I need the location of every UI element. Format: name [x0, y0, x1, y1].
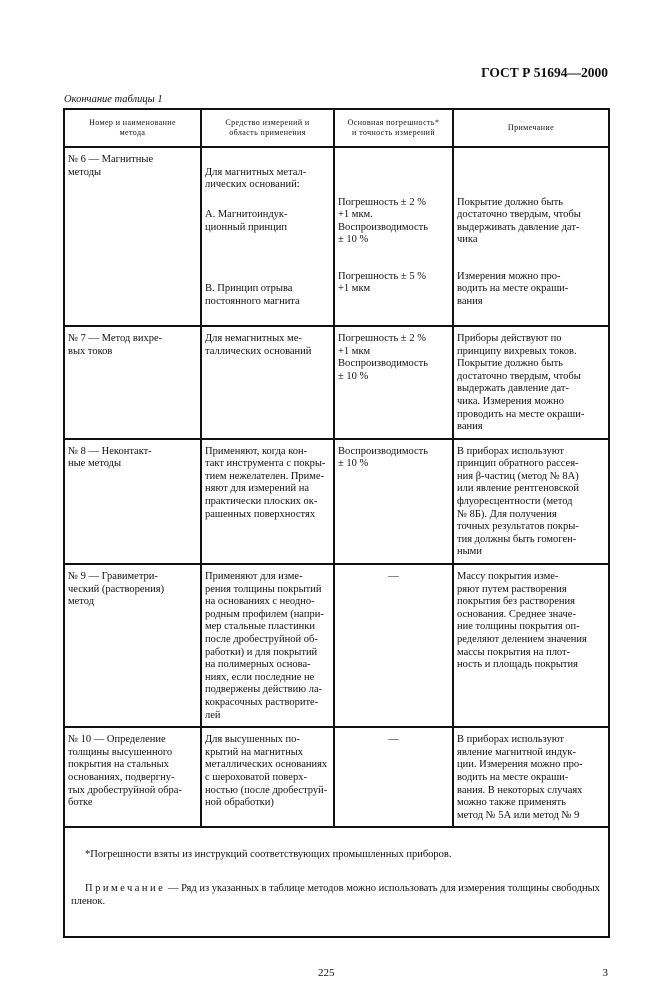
accuracy-cell	[334, 147, 453, 326]
accuracy-cell: —	[334, 564, 453, 727]
table-row	[64, 439, 609, 564]
method-cell: № 6 — Магнитные методы	[64, 147, 201, 326]
col-header-means: Средство измерений и область применения	[201, 109, 334, 147]
side-page-number: 3	[602, 966, 608, 979]
accuracy-cell: Воспроизводимость ± 10 %	[334, 439, 453, 564]
means-intro: Для магнитных метал- лических оснований:	[205, 166, 307, 191]
means-cell: Применяют для изме- рения толщины покрытий на основаниях с неодно- родным профилем (напри- мер стальные пластинки после дробеструйной об- работки) и для покрытий на полимерных основа- ниях, если последние не подвержены действию ла- кокрасочных растворите- лей	[201, 564, 334, 727]
table-row	[64, 727, 609, 827]
table-note	[71, 883, 602, 908]
table-caption: Окончание таблицы 1	[64, 94, 163, 105]
standard-number: ГОСТ Р 51694—2000	[481, 65, 608, 80]
method-cell: № 8 — Неконтакт- ные методы	[64, 439, 201, 564]
note-cell: В приборах используют принцип обратного рассея- ния β-частиц (метод № 8А) или явление рентгеновской флуоресцентности (метод № 8Б). Для получения точных результатов покры- тия должны быть гомоген- ными	[453, 439, 609, 564]
means-cell	[201, 147, 334, 326]
method-cell: № 9 — Гравиметри- ческий (растворения) метод	[64, 564, 201, 727]
note-cell: Приборы действуют по принципу вихревых токов. Покрытие должно быть достаточно твердым, чтобы выдержать давление дат- чика. Измерения можно проводить на месте окраши- вания	[453, 326, 609, 439]
note-b: Измерения можно про- водить на месте окраши- вания	[457, 270, 569, 307]
note-text: — Ряд из указанных в таблице методов можно использовать для измерения толщины свободных пленок.	[71, 883, 600, 907]
col-header-accuracy: Основная погрешность* и точность измерений	[334, 109, 453, 147]
methods-table	[63, 108, 610, 938]
means-a: А. Магнитоиндук- ционный принцип	[205, 209, 288, 233]
col-header-note: Примечание	[453, 109, 609, 147]
accuracy-b: Погрешность ± 5 % +1 мкм	[338, 270, 426, 295]
table-footnote-row	[64, 827, 609, 937]
page-number: 225	[318, 966, 335, 979]
means-cell: Для немагнитных ме- таллических оснований	[201, 326, 334, 439]
note-cell: Массу покрытия изме- ряют путем растворения покрытия без растворения основания. Среднее значе- ние толщины покрытия оп- ределяют делением значения массы покрытия на плот- ность и площадь покрытия	[453, 564, 609, 727]
note-label: Примечание	[85, 883, 166, 895]
means-cell: Для высушенных по- крытий на магнитных металлических основаниях с шероховатой поверх- ностью (после дробеструй- ной обработки)	[201, 727, 334, 827]
table-row	[64, 147, 609, 326]
means-cell: Применяют, когда кон- такт инструмента с покры- тием нежелателен. Приме- няют для измерений на практически плоских ок- рашенных поверхностях	[201, 439, 334, 564]
method-cell: № 7 — Метод вихре- вых токов	[64, 326, 201, 439]
method-cell: № 10 — Определение толщины высушенного покрытия на стальных основаниях, подвергну- тых дробеструйной обра- ботке	[64, 727, 201, 827]
accuracy-cell: Погрешность ± 2 % +1 мкм Воспроизводимость ± 10 %	[334, 326, 453, 439]
footnote-cell	[64, 827, 609, 937]
note-cell	[453, 147, 609, 326]
accuracy-cell: —	[334, 727, 453, 827]
table-header-row	[64, 109, 609, 147]
table-row	[64, 564, 609, 727]
note-a: Покрытие должно быть достаточно твердым, чтобы выдерживать давление дат- чика	[457, 196, 581, 246]
page-footer	[63, 966, 608, 982]
note-cell: В приборах используют явление магнитной индук- ции. Измерения можно про- водить на месте окраши- вания. В некоторых случаях можно также применять метод № 5А или метод № 9	[453, 727, 609, 827]
footnote: *Погрешности взяты из инструкций соответствующих промышленных приборов.	[85, 848, 452, 860]
accuracy-a: Погрешность ± 2 % +1 мкм. Воспроизводимость ± 10 %	[338, 196, 429, 246]
means-b: В. Принцип отрыва постоянного магнита	[205, 283, 300, 307]
col-header-method: Номер и наименование метода	[64, 109, 201, 147]
table-row	[64, 326, 609, 439]
